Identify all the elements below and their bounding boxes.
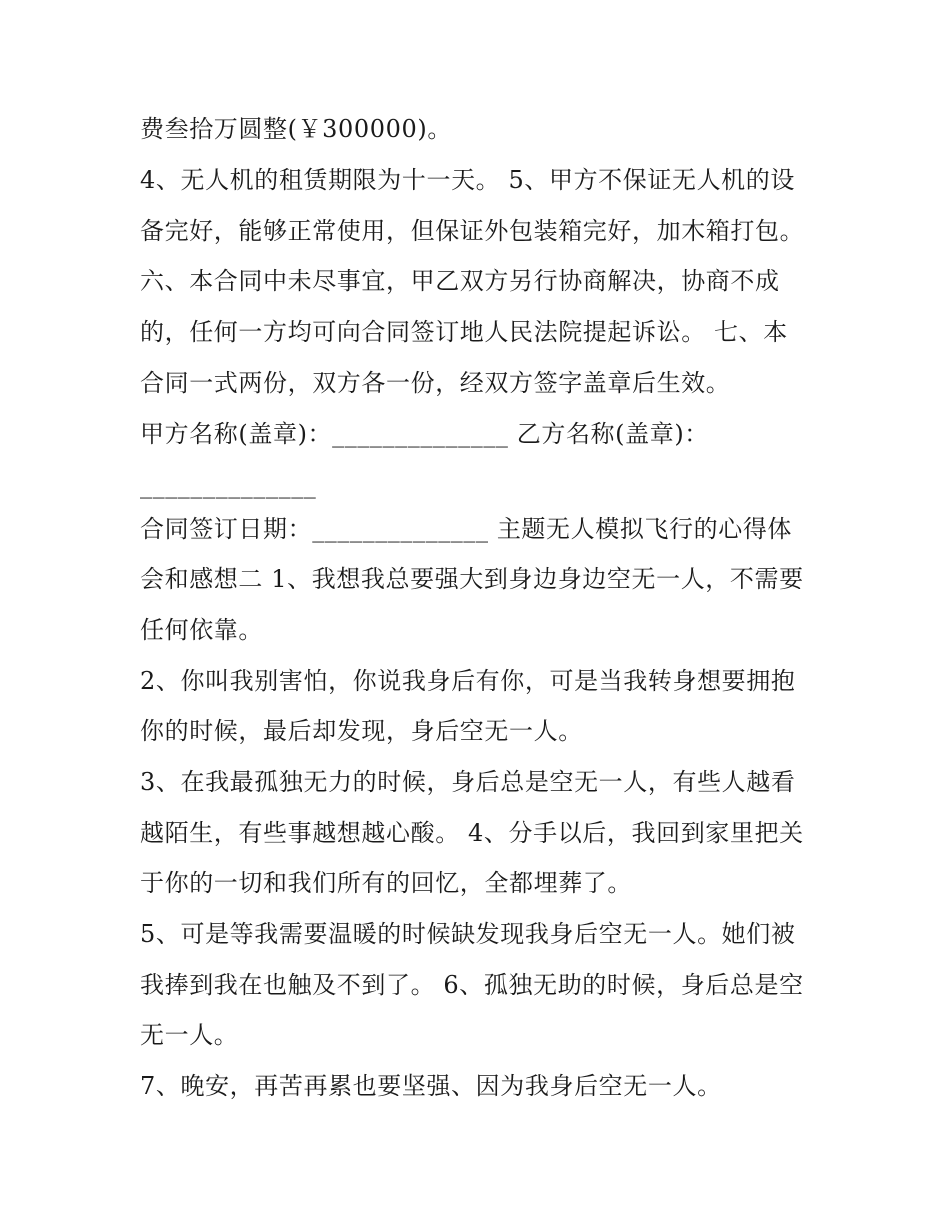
text-line-3: 备完好，能够正常使用，但保证外包装箱完好，加木箱打包。 xyxy=(140,217,805,245)
text-line-19: 无一人。 xyxy=(140,1021,239,1049)
signature-line-party-a-b: 甲方名称(盖章)：______________ 乙方名称(盖章)： xyxy=(140,420,709,448)
text-line-2: 4、无人机的租赁期限为十一天。 5、甲方不保证无人机的设 xyxy=(140,166,795,194)
text-line-10: 会和感想二 1、我想我总要强大到身边身边空无一人，不需要 xyxy=(140,565,804,593)
text-line-17: 5、可是等我需要温暖的时候缺发现我身后空无一人。她们被 xyxy=(140,920,796,948)
text-line-13: 你的时候，最后却发现，身后空无一人。 xyxy=(140,717,583,745)
text-line-5: 的，任何一方均可向合同签订地人民法院提起诉讼。 七、本 xyxy=(140,318,788,346)
text-line-6: 合同一式两份，双方各一份，经双方签字盖章后生效。 xyxy=(140,369,731,397)
text-line-4: 六、本合同中未尽事宜，甲乙双方另行协商解决，协商不成 xyxy=(140,267,780,295)
contract-date-line: 合同签订日期：______________ 主题无人模拟飞行的心得体 xyxy=(140,515,793,543)
text-line-14: 3、在我最孤独无力的时候，身后总是空无一人，有些人越看 xyxy=(140,768,796,796)
text-line-20: 7、晚安，再苦再累也要坚强、因为我身后空无一人。 xyxy=(140,1072,722,1100)
text-line-15: 越陌生，有些事越想越心酸。 4、分手以后，我回到家里把关 xyxy=(140,819,804,847)
text-line-1: 费叁拾万圆整(￥300000)。 xyxy=(140,115,452,143)
text-line-16: 于你的一切和我们所有的回忆，全都埋葬了。 xyxy=(140,869,632,897)
text-line-11: 任何依靠。 xyxy=(140,616,263,644)
text-line-12: 2、你叫我别害怕，你说我身后有你，可是当我转身想要拥抱 xyxy=(140,667,796,695)
signature-line-party-b-blank: ______________ xyxy=(140,471,317,499)
text-line-18: 我捧到我在也触及不到了。 6、孤独无助的时候，身后总是空 xyxy=(140,971,804,999)
